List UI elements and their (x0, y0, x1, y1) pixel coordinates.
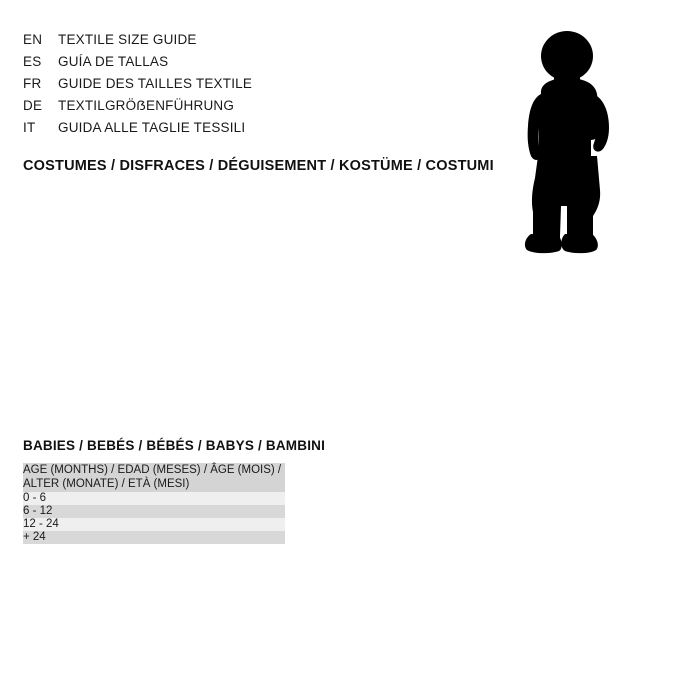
table-cell-age: 6 - 12 (23, 505, 285, 518)
language-label: TEXTILE SIZE GUIDE (58, 32, 197, 47)
table-header-cell: AGE (MONTHS) / EDAD (MESES) / ÂGE (MOIS) / ALTER (MONATE) / ETÀ (MESI) (23, 463, 285, 492)
table-row (23, 505, 285, 518)
language-code: EN (23, 32, 43, 47)
language-row (23, 76, 443, 98)
language-code: ES (23, 54, 42, 69)
language-label: GUÍA DE TALLAS (58, 54, 169, 69)
language-row (23, 32, 443, 54)
language-row (23, 120, 443, 142)
language-code: IT (23, 120, 36, 135)
size-table (23, 463, 285, 544)
category-line: COSTUMES / DISFRACES / DÉGUISEMENT / KOSTÜME / COSTUMI (23, 158, 494, 174)
table-row (23, 492, 285, 505)
toddler-silhouette-icon (505, 30, 635, 260)
table-cell-age: + 24 (23, 531, 285, 544)
table-cell-age: 12 - 24 (23, 518, 285, 531)
language-row (23, 98, 443, 120)
table-row (23, 531, 285, 544)
table-cell-age: 0 - 6 (23, 492, 285, 505)
language-row (23, 54, 443, 76)
language-code: DE (23, 98, 43, 113)
table-title: BABIES / BEBÉS / BÉBÉS / BABYS / BAMBINI (23, 438, 326, 453)
table-header-row (23, 463, 285, 492)
language-list (23, 32, 443, 142)
language-code: FR (23, 76, 42, 91)
language-label: GUIDE DES TAILLES TEXTILE (58, 76, 253, 91)
table-row (23, 518, 285, 531)
language-label: GUIDA ALLE TAGLIE TESSILI (58, 120, 246, 135)
language-label: TEXTILGRÖẞENFÜHRUNG (58, 98, 235, 113)
